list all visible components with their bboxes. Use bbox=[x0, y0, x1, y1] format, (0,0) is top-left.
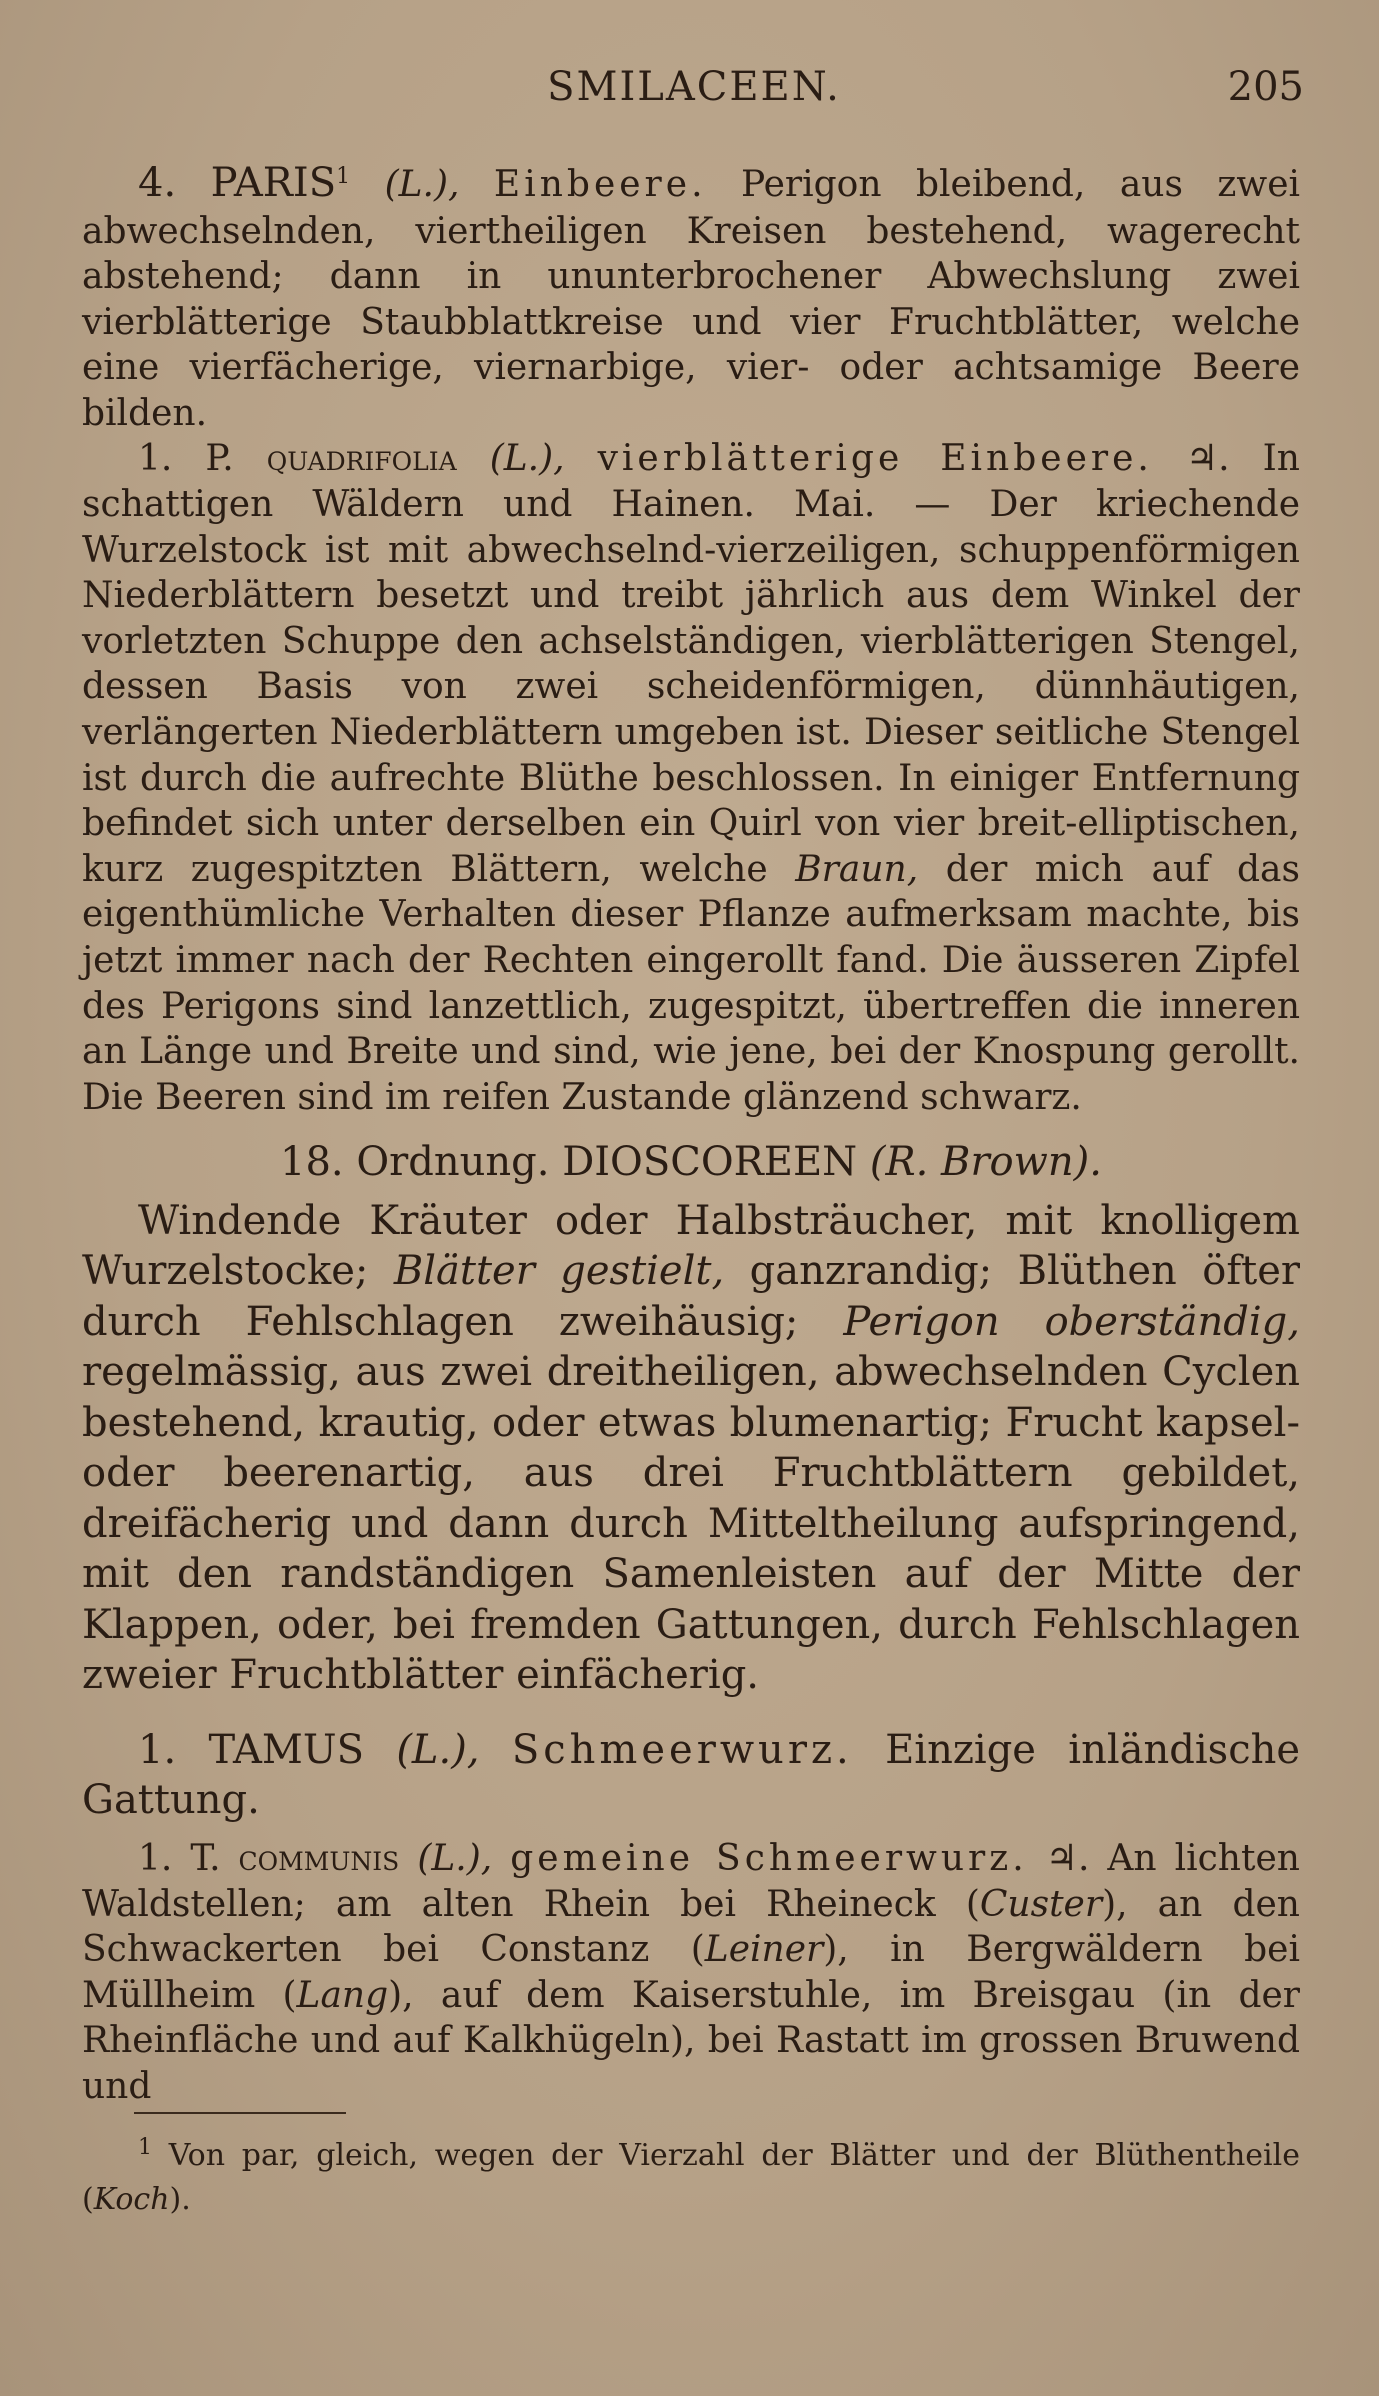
cited-author: Braun, bbox=[795, 848, 919, 890]
genus-description: Perigon bleibend, aus zwei abwechselnden, viertheiligen Kreisen bestehend, wagerecht abstehend; dann in ununterbrochener Abwechslung zwei vierblätterige Staubblattkreise und vier Fruchtblätter, welche eine vierfächerige, viernarbige, vier- oder achtsamige Beere bilden. bbox=[82, 164, 1301, 434]
order-text-3: regelmässig, aus zwei dreitheiligen, abwechselnden Cyclen bestehend, krautig, oder etwas blumenartig; Frucht kapsel- oder beerenartig, aus drei Fruchtblättern gebildet, dreifächerig und dann durch Mitteltheilung aufspringend, mit den randständigen Samenleisten auf der Mitte der Klappen, oder, bei fremden Gattungen, durch Fehlschlagen zweier Fruchtblätter einfächerig. bbox=[82, 1349, 1300, 1699]
communis-text-1: An lichten Waldstellen; am alten Rhein bei Rheineck ( bbox=[82, 1837, 1300, 1925]
page-header bbox=[84, 64, 1304, 124]
order-text-2: ganzrandig; Blüthen öfter durch Fehlschlagen zweihäusig; bbox=[82, 1248, 1301, 1345]
genus-paris-paragraph bbox=[82, 158, 1300, 436]
species-number: 1. P. bbox=[138, 438, 234, 480]
order-author: (R. Brown). bbox=[869, 1139, 1102, 1186]
communis-collector-3: Lang bbox=[296, 1974, 389, 2016]
order-name: DIOSCOREEN bbox=[562, 1139, 858, 1186]
tamus-number: 1. bbox=[138, 1726, 177, 1773]
species-name: quadrifolia bbox=[266, 438, 457, 480]
genus-number: 4. bbox=[138, 160, 177, 206]
communis-text-2: ), an den Schwackerten bei Constanz ( bbox=[82, 1883, 1300, 1971]
footnote bbox=[82, 2134, 1300, 2222]
species-author: (L.), bbox=[489, 438, 565, 480]
order-italic-2: Perigon oberständig, bbox=[843, 1298, 1300, 1345]
species-quadrifolia-paragraph bbox=[82, 436, 1300, 1120]
species-common-name: vierblätterige Einbeere. bbox=[597, 438, 1153, 480]
communis-text-4: ), auf dem Kaiserstuhle, im Breisgau (in der Rheinfläche und auf Kalkhügeln), bei Rastatt im grossen Bruwend und bbox=[82, 1974, 1300, 2107]
footnote-reference: 1 bbox=[336, 164, 351, 189]
tamus-genus: TAMUS bbox=[208, 1726, 364, 1773]
tamus-common-name: Schmeerwurz. bbox=[511, 1726, 853, 1773]
communis-number: 1. T. bbox=[138, 1837, 221, 1879]
order-number: 18. Ordnung. bbox=[280, 1139, 550, 1186]
communis-collector-1: Custer bbox=[979, 1883, 1103, 1925]
order-heading bbox=[82, 1140, 1300, 1186]
communis-author: (L.), bbox=[417, 1837, 493, 1879]
running-head: SMILACEEN. bbox=[547, 64, 841, 110]
order-text-1: Windende Kräuter oder Halbsträucher, mit knolligem Wurzelstocke; bbox=[82, 1197, 1300, 1295]
communis-common-name: gemeine Schmeerwurz. bbox=[510, 1837, 1028, 1879]
footnote-text: Von par, gleich, wegen der Vierzahl der Blätter und der Blüthentheile ( bbox=[82, 2138, 1300, 2217]
genus-common-name: Einbeere. bbox=[493, 164, 707, 205]
genus-author: (L.), bbox=[384, 164, 460, 205]
communis-species: communis bbox=[238, 1837, 400, 1879]
genus-tamus-paragraph bbox=[82, 1725, 1300, 1826]
genus-name: PARIS bbox=[210, 160, 337, 206]
main-text bbox=[82, 158, 1300, 2110]
page-number: 205 bbox=[1227, 64, 1304, 110]
communis-text-3: ), in Bergwäldern bei Müllheim ( bbox=[82, 1929, 1300, 2016]
communis-collector-2: Leiner bbox=[704, 1929, 824, 1971]
footnote-mark: 1 bbox=[138, 2135, 152, 2160]
order-description-paragraph bbox=[82, 1196, 1300, 1701]
tamus-author: (L.), bbox=[396, 1726, 480, 1773]
perennial-symbol: ♃. bbox=[1185, 438, 1230, 480]
footnote-close: ). bbox=[169, 2182, 191, 2217]
footnote-author: Koch bbox=[93, 2182, 170, 2217]
tamus-description: Einzige inländische Gattung. bbox=[82, 1726, 1301, 1824]
communis-symbol: ♃. bbox=[1045, 1837, 1090, 1879]
species-description: In schattigen Wäldern und Hainen. Mai. — Der kriechende Wurzelstock ist mit abwechselnd-vierzeiligen, schuppenförmigen Niederblättern besetzt und treibt jährlich aus dem Winkel der vorletzten Schuppe den achselständigen, vierblätterigen Stengel, dessen Basis von zwei scheidenförmigen, dünnhäutigen, verlängerten Niederblättern umgeben ist. Dieser seitliche Stengel ist durch die aufrechte Blüthe beschlossen. In einiger Entfernung befindet sich unter derselben ein Quirl von vier breit-elliptischen, kurz zugespitzten Blättern, welche bbox=[82, 438, 1300, 890]
footnote-rule bbox=[134, 2112, 346, 2114]
species-description-continued: der mich auf das eigenthümliche Verhalten dieser Pflanze aufmerksam machte, bis jetzt immer nach der Rechten eingerollt fand. Die äusseren Zipfel des Perigons sind lanzettlich, zugespitzt, übertreffen die inneren an Länge und Breite und sind, wie jene, bei der Knospung gerollt. Die Beeren sind im reifen Zustande glänzend schwarz. bbox=[82, 848, 1300, 1118]
order-italic-1: Blätter gestielt, bbox=[393, 1248, 725, 1295]
species-communis-paragraph bbox=[82, 1836, 1300, 2110]
